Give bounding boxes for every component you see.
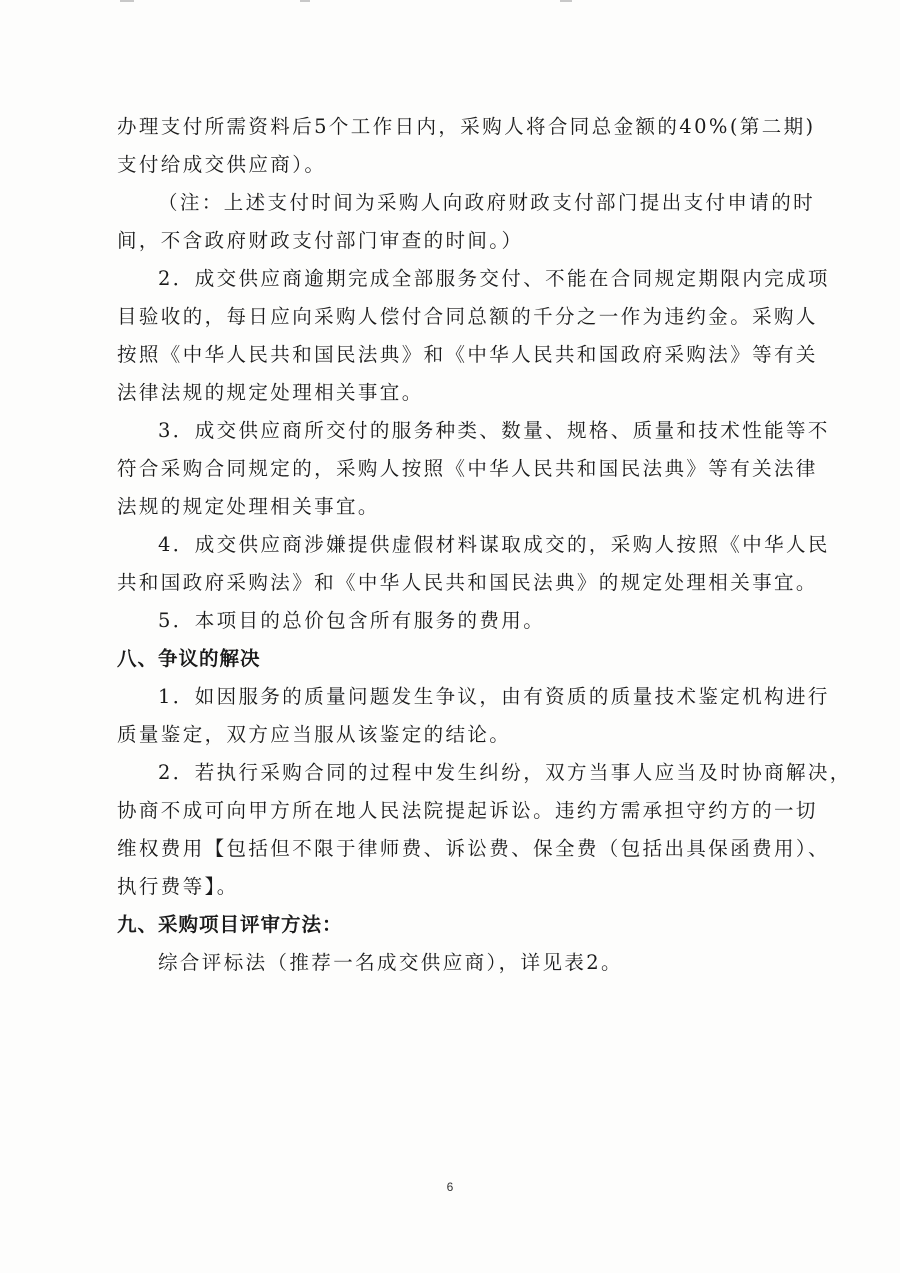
- body-text-line: 支付给成交供应商）。: [117, 153, 327, 176]
- body-text-line: 办理支付所需资料后5个工作日内，采购人将合同总金额的40%(第二期): [117, 115, 816, 138]
- page-number: 6: [446, 1180, 454, 1194]
- scan-artifact: [560, 0, 572, 2]
- dispute-clause-2-line: 协商不成可向甲方所在地人民法院提起诉讼。违约方需承担守约方的一切: [117, 799, 818, 822]
- clause-2-line: 2．成交供应商逾期完成全部服务交付、不能在合同规定期限内完成项: [158, 267, 830, 290]
- scan-artifact: [120, 0, 134, 2]
- section-heading-evaluation: 九、采购项目评审方法：: [117, 913, 343, 936]
- dispute-clause-2-line: 2．若执行采购合同的过程中发生纠纷，双方当事人应当及时协商解决，: [158, 761, 852, 784]
- note-text-line: （注：上述支付时间为采购人向政府财政支付部门提出支付申请的时: [158, 191, 816, 214]
- note-text-line: 间，不含政府财政支付部门审查的时间。）: [117, 229, 524, 252]
- clause-5-line: 5．本项目的总价包含所有服务的费用。: [158, 609, 546, 632]
- clause-3-line: 符合采购合同规定的，采购人按照《中华人民共和国民法典》等有关法律: [117, 457, 818, 480]
- dispute-clause-2-line: 执行费等】。: [117, 875, 239, 898]
- clause-4-line: 共和国政府采购法》和《中华人民共和国民法典》的规定处理相关事宜。: [117, 571, 818, 594]
- dispute-clause-1-line: 1．如因服务的质量问题发生争议，由有资质的质量技术鉴定机构进行: [158, 685, 830, 708]
- document-body: [117, 108, 852, 982]
- clause-2-line: 按照《中华人民共和国民法典》和《中华人民共和国政府采购法》等有关: [117, 343, 818, 366]
- scan-artifact: [300, 0, 310, 2]
- clause-2-line: 法律法规的规定处理相关事宜。: [117, 381, 424, 404]
- dispute-clause-1-line: 质量鉴定，双方应当服从该鉴定的结论。: [117, 723, 512, 746]
- clause-3-line: 法规的规定处理相关事宜。: [117, 495, 380, 518]
- clause-2-line: 目验收的，每日应向采购人偿付合同总额的千分之一作为违约金。采购人: [117, 305, 818, 328]
- dispute-clause-2-line: 维权费用【包括但不限于律师费、诉讼费、保全费（包括出具保函费用）、: [117, 837, 830, 860]
- evaluation-method-line: 综合评标法（推荐一名成交供应商），详见表2。: [158, 951, 623, 974]
- clause-3-line: 3．成交供应商所交付的服务种类、数量、规格、质量和技术性能等不: [158, 419, 830, 442]
- section-heading-dispute: 八、争议的解决: [117, 647, 261, 670]
- clause-4-line: 4．成交供应商涉嫌提供虚假材料谋取成交的，采购人按照《中华人民: [158, 533, 830, 556]
